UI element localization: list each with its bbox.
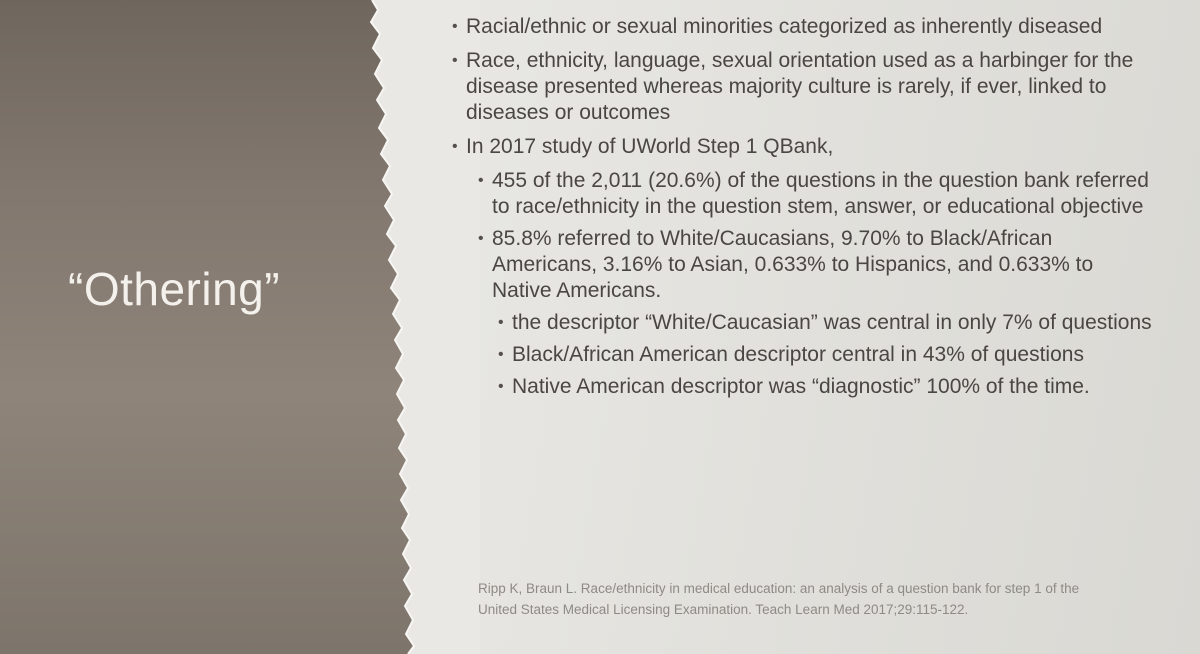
bullet-text: the descriptor “White/Caucasian” was central in only 7% of questions <box>512 311 1152 334</box>
bullet-list <box>452 14 1152 406</box>
bullet-marker: • <box>452 52 458 69</box>
torn-paper-edge <box>0 0 480 654</box>
bullet-text: Black/African American descriptor central in 43% of questions <box>512 343 1084 366</box>
bullet-text: 455 of the 2,011 (20.6%) of the questions in the question bank referred to race/ethnicity in the question stem, answer, or educational objective <box>492 169 1149 218</box>
bullet-marker: • <box>478 230 484 247</box>
sub-sub-bullet-item <box>452 342 1152 368</box>
sub-bullet-item <box>452 168 1152 220</box>
bullet-marker: • <box>498 346 504 363</box>
citation: Ripp K, Braun L. Race/ethnicity in medical education: an analysis of a question bank for step 1 of the United States Medical Licensing Examination. Teach Learn Med 2017;29:115-122. <box>478 581 1080 617</box>
bullet-text: Native American descriptor was “diagnostic” 100% of the time. <box>512 375 1090 398</box>
bullet-text: Race, ethnicity, language, sexual orientation used as a harbinger for the disease presented whereas majority culture is rarely, if ever, linked to diseases or outcomes <box>466 49 1134 124</box>
bullet-marker: • <box>478 172 484 189</box>
bullet-marker: • <box>498 314 504 331</box>
slide-title: “Othering” <box>68 263 281 315</box>
bullet-item <box>452 134 1152 160</box>
bullet-text: In 2017 study of UWorld Step 1 QBank, <box>466 135 834 158</box>
bullet-item <box>452 14 1152 40</box>
sub-bullet-item <box>452 226 1152 304</box>
bullet-marker: • <box>452 18 458 35</box>
bullet-item <box>452 48 1152 126</box>
bullet-text: Racial/ethnic or sexual minorities categorized as inherently diseased <box>466 15 1103 38</box>
sub-sub-bullet-item <box>452 374 1152 400</box>
bullet-text: 85.8% referred to White/Caucasians, 9.70% to Black/African Americans, 3.16% to Asian, 0.633% to Hispanics, and 0.633% to Native Americans. <box>492 227 1094 302</box>
sub-sub-bullet-item <box>452 310 1152 336</box>
bullet-marker: • <box>452 138 458 155</box>
bullet-marker: • <box>498 378 504 395</box>
